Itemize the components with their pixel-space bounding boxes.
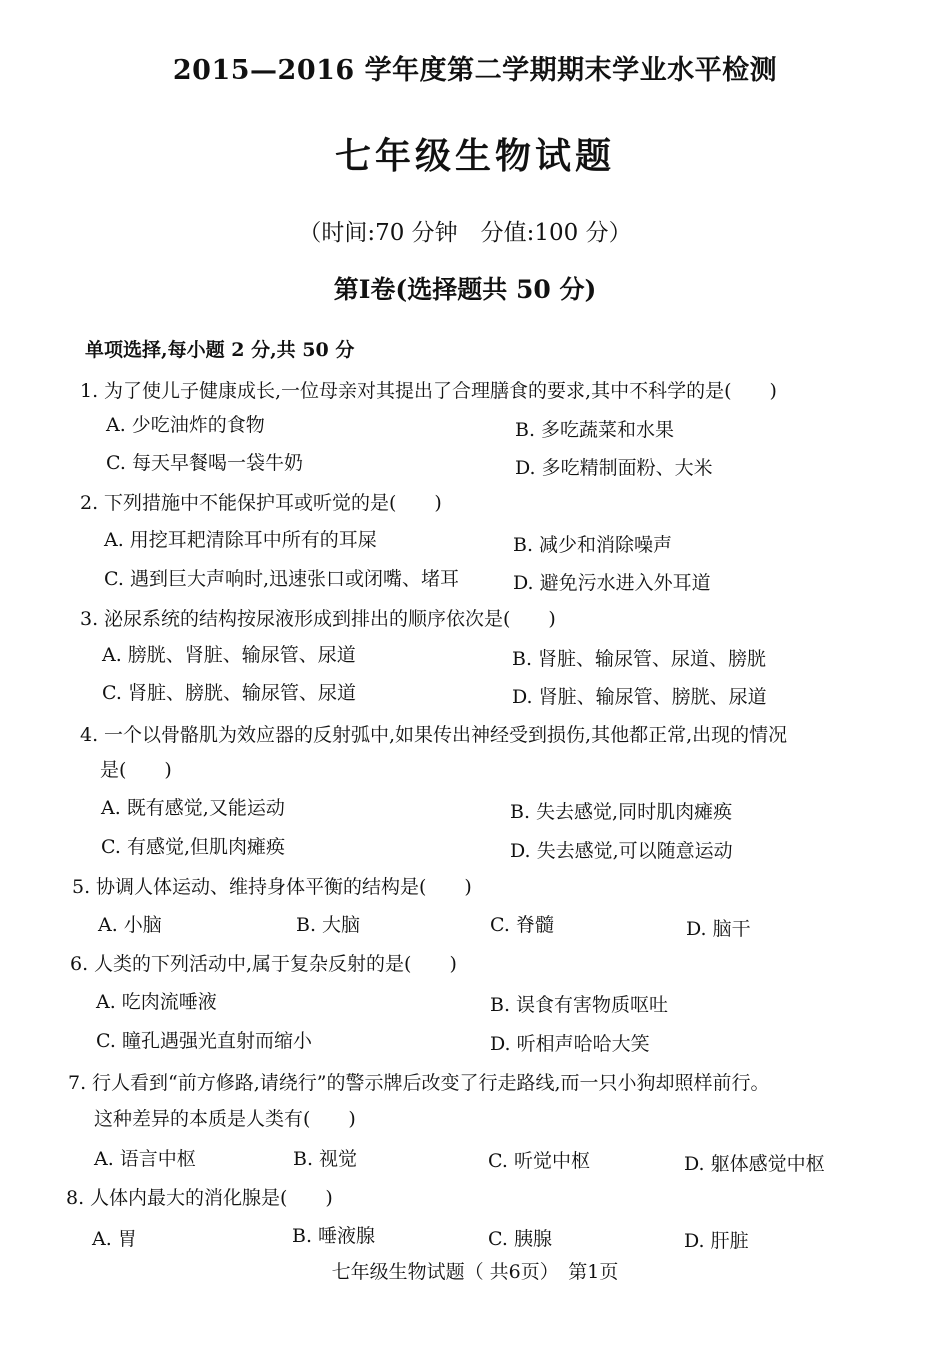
question-text: 一个以骨骼肌为效应器的反射弧中,如果传出神经受到损伤,其他都正常,出现的情况 <box>104 724 788 746</box>
option-a: A. 少吃油炸的食物 <box>106 414 265 436</box>
question-stem <box>70 949 457 976</box>
option-a: A. 胃 <box>92 1228 137 1250</box>
question-number: 6. <box>70 953 89 975</box>
option-d: D. 躯体感觉中枢 <box>684 1153 825 1175</box>
option-b: B. 大脑 <box>296 914 361 936</box>
question-text: 为了使儿子健康成长,一位母亲对其提出了合理膳食的要求,其中不科学的是( ) <box>104 380 777 402</box>
option-c: C. 瞳孔遇强光直射而缩小 <box>96 1030 312 1052</box>
option-d: D. 肝脏 <box>684 1230 749 1252</box>
option-c: C. 每天早餐喝一袋牛奶 <box>106 452 303 474</box>
option-d: D. 肾脏、输尿管、膀胱、尿道 <box>512 686 767 708</box>
question-number: 7. <box>68 1072 87 1094</box>
question-stem-continued: 这种差异的本质是人类有( ) <box>94 1108 356 1130</box>
option-b: B. 失去感觉,同时肌肉瘫痪 <box>510 801 733 823</box>
option-d: D. 多吃精制面粉、大米 <box>515 457 713 479</box>
exam-meta: （时间:70 分钟 分值:100 分） <box>298 220 632 246</box>
option-d: D. 避免污水进入外耳道 <box>513 572 711 594</box>
option-a: A. 膀胱、肾脏、输尿管、尿道 <box>102 644 356 666</box>
option-c: C. 脊髓 <box>490 914 554 936</box>
question-stem <box>66 1183 333 1210</box>
option-d: D. 听相声哈哈大笑 <box>490 1033 650 1055</box>
option-b: B. 误食有害物质呕吐 <box>490 994 669 1016</box>
question-number: 5. <box>72 876 91 898</box>
question-stem-continued: 是( ) <box>100 759 172 781</box>
question-number: 4. <box>80 724 99 746</box>
option-c: C. 听觉中枢 <box>488 1150 590 1172</box>
question-text: 泌尿系统的结构按尿液形成到排出的顺序依次是( ) <box>104 608 556 630</box>
question-number: 3. <box>80 608 99 630</box>
option-c: C. 有感觉,但肌肉瘫痪 <box>101 836 285 858</box>
instructions: 单项选择,每小题 2 分,共 50 分 <box>85 339 355 361</box>
option-a: A. 小脑 <box>98 914 162 936</box>
question-text: 人类的下列活动中,属于复杂反射的是( ) <box>94 953 457 975</box>
question-stem <box>72 872 472 899</box>
option-a: A. 吃肉流唾液 <box>96 991 217 1013</box>
option-c: C. 肾脏、膀胱、输尿管、尿道 <box>102 682 356 704</box>
question-text: 人体内最大的消化腺是( ) <box>90 1187 333 1209</box>
question-stem <box>80 488 442 515</box>
question-text: 协调人体运动、维持身体平衡的结构是( ) <box>96 876 472 898</box>
subject-title: 七年级生物试题 <box>334 135 615 177</box>
option-c: C. 遇到巨大声响时,迅速张口或闭嘴、堵耳 <box>104 568 459 590</box>
option-c: C. 胰腺 <box>488 1228 552 1250</box>
question-stem <box>80 376 777 403</box>
question-stem <box>80 720 787 747</box>
option-d: D. 脑干 <box>686 918 751 940</box>
option-b: B. 减少和消除噪声 <box>513 534 673 556</box>
question-text: 行人看到“前方修路,请绕行”的警示牌后改变了行走路线,而一只小狗却照样前行。 <box>92 1072 770 1094</box>
question-number: 8. <box>66 1187 85 1209</box>
option-a: A. 语言中枢 <box>94 1148 196 1170</box>
option-b: B. 视觉 <box>293 1148 358 1170</box>
question-stem <box>68 1068 770 1095</box>
option-b: B. 多吃蔬菜和水果 <box>515 419 675 441</box>
page-footer: 七年级生物试题（ 共6页） 第1页 <box>331 1261 619 1283</box>
question-number: 1. <box>80 380 99 402</box>
question-stem <box>80 604 556 631</box>
option-b: B. 唾液腺 <box>292 1225 376 1247</box>
option-a: A. 既有感觉,又能运动 <box>101 797 285 819</box>
option-b: B. 肾脏、输尿管、尿道、膀胱 <box>512 648 767 670</box>
exam-title: 2015—2016 学年度第二学期期末学业水平检测 <box>172 55 778 86</box>
question-number: 2. <box>80 492 99 514</box>
option-d: D. 失去感觉,可以随意运动 <box>510 840 733 862</box>
question-text: 下列措施中不能保护耳或听觉的是( ) <box>104 492 442 514</box>
option-a: A. 用挖耳耙清除耳中所有的耳屎 <box>104 529 377 551</box>
section-title: 第Ⅰ卷(选择题共 50 分) <box>333 275 597 304</box>
